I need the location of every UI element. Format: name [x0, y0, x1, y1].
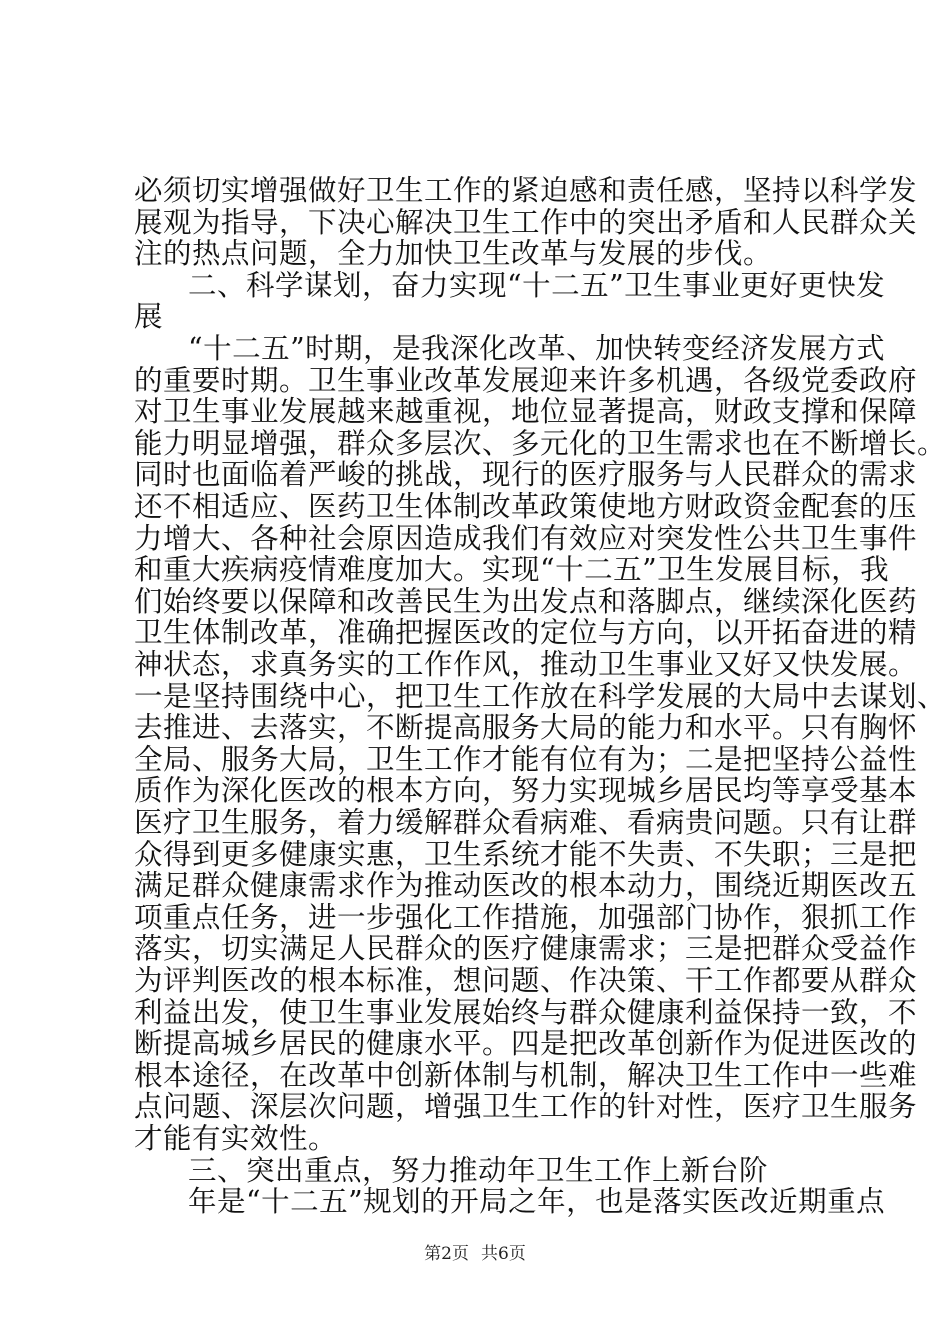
text-line: 满足群众健康需求作为推动医改的根本动力，围绕近期医改五	[134, 869, 918, 902]
text-line: 项重点任务，进一步强化工作措施，加强部门协作，狠抓工作	[134, 901, 918, 934]
text-line: 全局、服务大局，卫生工作才能有位有为；二是把坚持公益性	[134, 743, 918, 776]
text-line: 年是“十二五”规划的开局之年，也是落实医改近期重点	[188, 1185, 886, 1218]
text-line: 和重大疾病疫情难度加大。实现“十二五”卫生发展目标，我	[134, 553, 890, 586]
text-line: 医疗卫生服务，着力缓解群众看病难、看病贵问题。只有让群	[134, 806, 918, 839]
text-line: 质作为深化医改的根本方向，努力实现城乡居民均等享受基本	[134, 774, 918, 807]
section-heading-continued: 展	[134, 300, 164, 333]
text-line: 们始终要以保障和改善民生为出发点和落脚点，继续深化医药	[134, 585, 918, 618]
text-line: 去推进、去落实，不断提高服务大局的能力和水平。只有胸怀	[134, 711, 918, 744]
text-line: 才能有实效性。	[134, 1122, 338, 1155]
text-line: 注的热点问题，全力加快卫生改革与发展的步伐。	[134, 237, 773, 270]
text-line: 为评判医改的根本标准，想问题、作决策、干工作都要从群众	[134, 964, 918, 997]
text-line: 神状态，求真务实的工作作风，推动卫生事业又好又快发展。	[134, 648, 918, 681]
text-line: 必须切实增强做好卫生工作的紧迫感和责任感，坚持以科学发	[134, 174, 918, 207]
text-line: 同时也面临着严峻的挑战，现行的医疗服务与人民群众的需求	[134, 458, 918, 491]
text-line: 的重要时期。卫生事业改革发展迎来许多机遇，各级党委政府	[134, 364, 918, 397]
text-line: 能力明显增强，群众多层次、多元化的卫生需求也在不断增长。	[134, 427, 947, 460]
text-line: 根本途径，在改革中创新体制与机制，解决卫生工作中一些难	[134, 1059, 918, 1092]
text-line: 对卫生事业发展越来越重视，地位显著提高，财政支撑和保障	[134, 395, 918, 428]
text-line: 还不相适应、医药卫生体制改革政策使地方财政资金配套的压	[134, 490, 918, 523]
text-line: 点问题、深层次问题，增强卫生工作的针对性，医疗卫生服务	[134, 1090, 918, 1123]
text-line: 落实，切实满足人民群众的医疗健康需求；三是把群众受益作	[134, 932, 918, 965]
page-total: 共6页	[481, 1244, 526, 1264]
section-heading: 三、突出重点，努力推动年卫生工作上新台阶	[188, 1154, 769, 1187]
text-line: 众得到更多健康实惠，卫生系统才能不失责、不失职；三是把	[134, 838, 918, 871]
text-line: 利益出发，使卫生事业发展始终与群众健康利益保持一致，不	[134, 996, 918, 1029]
text-line: 一是坚持围绕中心，把卫生工作放在科学发展的大局中去谋划、	[134, 680, 947, 713]
page-number: 第2页	[424, 1244, 469, 1264]
text-line: 卫生体制改革，准确把握医改的定位与方向，以开拓奋进的精	[134, 616, 918, 649]
section-heading: 二、科学谋划，奋力实现“十二五”卫生事业更好更快发	[188, 269, 886, 302]
text-line: 力增大、各种社会原因造成我们有效应对突发性公共卫生事件	[134, 522, 918, 555]
text-line: “十二五”时期，是我深化改革、加快转变经济发展方式	[188, 332, 886, 365]
text-line: 展观为指导，下决心解决卫生工作中的突出矛盾和人民群众关	[134, 206, 918, 239]
page-footer	[0, 1243, 950, 1265]
text-line: 断提高城乡居民的健康水平。四是把改革创新作为促进医改的	[134, 1027, 918, 1060]
